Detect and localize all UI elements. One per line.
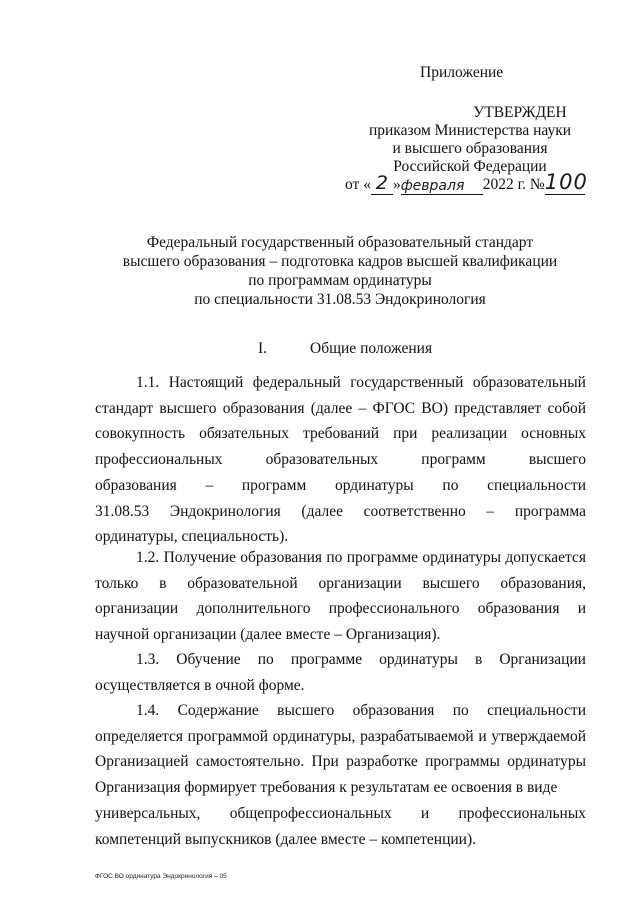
page-footer: ФГОС ВО ординатура Эндокринология – 05 xyxy=(95,873,227,880)
word: 1.1. xyxy=(136,374,160,391)
approval-line-2: и высшего образования xyxy=(392,140,548,157)
paragraph-line xyxy=(95,447,586,473)
handwritten-day: 2 xyxy=(371,172,393,195)
word: высшего xyxy=(277,702,335,719)
word: при xyxy=(393,425,418,443)
word: – xyxy=(205,476,214,494)
handwritten-month: февраля xyxy=(401,178,483,195)
word: Настоящий xyxy=(168,374,244,391)
word: универсальных, xyxy=(95,804,201,822)
section-title: Общие положения xyxy=(310,340,433,357)
word: обязательных xyxy=(199,425,289,443)
paragraph-1-3 xyxy=(95,647,586,698)
word: по xyxy=(452,702,469,719)
standard-title-line: по специальности 31.08.53 Эндокринология xyxy=(194,291,486,308)
section-number: I. xyxy=(258,340,268,357)
word: высшего xyxy=(159,399,217,417)
word: программ xyxy=(241,476,307,494)
word: по xyxy=(442,476,459,494)
word: требований xyxy=(302,425,380,443)
word: (далее xyxy=(310,399,353,417)
paragraph-text: 1.2. Получение образования по программе ординатуры допускается только в образовательной организации высшего образования, организации дополнительного профессионального образования и научной организации (далее вместе – Организация). xyxy=(95,549,586,644)
word: ординатуры xyxy=(334,476,414,494)
standard-title-line: высшего образования – подготовка кадров высшей квалификации xyxy=(122,253,558,270)
word: программе xyxy=(290,651,363,668)
paragraph-line xyxy=(95,801,586,827)
word: профессиональных xyxy=(95,451,223,469)
paragraph-tail: 31.08.53 Эндокринология (далее соответственно – программа ординатуры, специальность). xyxy=(95,502,586,546)
appendix-label: Приложение xyxy=(420,64,504,81)
paragraph-line xyxy=(95,698,586,724)
word: 1.4. xyxy=(136,702,160,719)
paragraph-1-2 xyxy=(95,545,586,648)
word: основных xyxy=(521,425,586,443)
approval-line-3: Российской Федерации xyxy=(393,158,547,175)
paragraph-1-4 xyxy=(95,698,586,852)
word: специальности xyxy=(487,476,586,494)
order-year-label: 2022 г. № xyxy=(482,176,545,193)
paragraph-tail: осуществляется в очной форме. xyxy=(95,676,305,694)
standard-title-line: по программам ординатуры xyxy=(248,272,432,289)
word: образования xyxy=(352,702,435,719)
paragraph-line xyxy=(95,421,586,447)
word: Содержание xyxy=(177,702,259,719)
word: высшего xyxy=(528,451,586,469)
paragraph-line xyxy=(95,370,586,396)
handwritten-order-number: 100 xyxy=(544,170,588,194)
word: совокупность xyxy=(95,425,186,443)
word: стандарт xyxy=(95,399,154,417)
word: программ xyxy=(421,451,486,469)
word: – xyxy=(358,399,367,417)
word: в xyxy=(474,651,483,668)
word: государственный xyxy=(350,374,464,391)
approved-label: УТВЕРЖДЕН xyxy=(473,104,567,121)
date-prefix: от « xyxy=(345,176,371,193)
word: Организации xyxy=(499,651,586,668)
section-heading xyxy=(258,340,432,358)
word: образования xyxy=(222,399,305,417)
word: и xyxy=(420,804,430,822)
word: профессиональных xyxy=(458,804,586,822)
word: представляет xyxy=(454,399,542,417)
word: общепрофессиональных xyxy=(229,804,392,822)
word: ординатуры xyxy=(379,651,458,668)
word: 1.3. xyxy=(136,651,160,668)
paragraph-line xyxy=(95,473,586,499)
approval-line-1: приказом Министерства науки xyxy=(368,122,572,139)
order-date-line xyxy=(345,170,588,195)
word: по xyxy=(257,651,274,668)
word: образования xyxy=(95,476,177,494)
standard-title-line: Федеральный государственный образовательный стандарт xyxy=(146,234,534,251)
word: образовательный xyxy=(472,374,586,391)
paragraph-middle: определяется программой ординатуры, разрабатываемой и утверждаемой Организацией самостоятельно. При разработке программы ординатуры Организация формирует требования к результатам ее освоения в виде xyxy=(95,727,586,797)
word: реализации xyxy=(431,425,508,443)
word: федеральный xyxy=(252,374,341,391)
word: ВО) xyxy=(421,399,448,417)
paragraph-line xyxy=(95,647,586,673)
standard-title xyxy=(60,233,620,309)
word: Обучение xyxy=(176,651,241,668)
paragraph-tail: компетенций выпускников (далее вместе – компетенции). xyxy=(95,830,476,848)
word: ФГОС xyxy=(372,399,416,417)
paragraph-line xyxy=(95,396,586,422)
paragraph-1-1 xyxy=(95,370,586,550)
quote-close: » xyxy=(392,176,401,193)
word: специальности xyxy=(487,702,586,719)
word: образовательных xyxy=(265,451,379,469)
word: собой xyxy=(547,399,586,417)
